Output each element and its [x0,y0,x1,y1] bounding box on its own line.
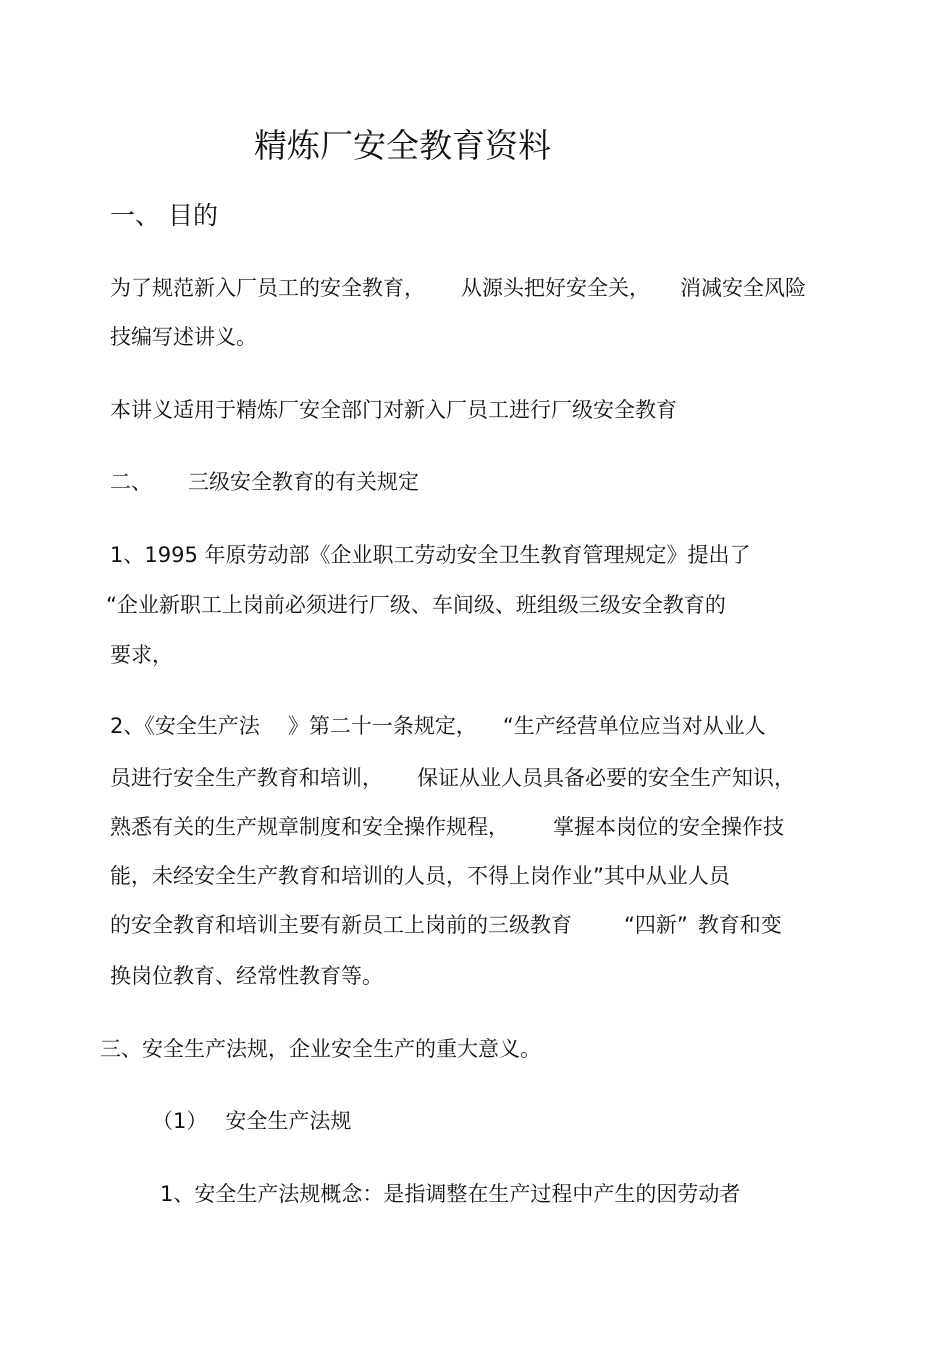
text-segment: “生产经营单位应当对从业人 [502,714,766,738]
text-segment: 的安全教育和培训主要有新员工上岗前的三级教育 [110,913,572,937]
paragraph-line [110,813,784,841]
paragraph-line [110,911,782,939]
text-segment: 员进行安全生产教育和培训， [110,766,383,790]
text-segment: 为了规范新入厂员工的安全教育， [110,276,425,300]
paragraph-line: “企业新职工上岗前必须进行厂级、车间级、班组级三级安全教育的 [106,593,726,617]
text-segment: 2、《安全生产法 [110,714,260,738]
paragraph-line: 要求， [110,643,173,667]
paragraph-line: 换岗位教育、经常性教育等。 [110,964,383,988]
paragraph-line: 1、1995 年原劳动部《企业职工劳动安全卫生教育管理规定》提出了 [110,543,751,567]
text-segment: 消减安全风险 [680,276,806,300]
section-3-heading: 三、安全生产法规，企业安全生产的重大意义。 [100,1037,541,1061]
text-segment: 教育和变 [697,913,782,937]
text-segment: 保证从业人员具备必要的安全生产知识， [417,766,795,790]
paragraph-line [110,274,806,302]
text-segment: 》第二十一条规定， [287,714,477,738]
section-2-heading [110,468,419,496]
section-title: 三级安全教育的有关规定 [188,470,419,494]
text-segment: 掌握本岗位的安全操作技 [553,815,784,839]
text-segment: 熟悉有关的生产规章制度和安全操作规程， [110,815,509,839]
paragraph-line [110,712,766,740]
text-segment: “四新” [624,913,688,937]
subsection-title: 安全生产法规 [225,1109,352,1133]
paragraph-line: 本讲义适用于精炼厂安全部门对新入厂员工进行厂级安全教育 [110,398,677,422]
paragraph-line: 1、安全生产法规概念：是指调整在生产过程中产生的因劳动者 [160,1182,741,1206]
document-title: 精炼厂安全教育资料 [254,126,551,165]
section-1-heading: 一、 目的 [110,201,218,230]
paragraph-line: 技编写述讲义。 [110,325,257,349]
subsection-heading [152,1107,351,1135]
section-number: 二、 [110,470,152,494]
paragraph-line [110,764,795,792]
paragraph-line: 能，未经安全生产教育和培训的人员，不得上岗作业”其中从业人员 [110,864,730,888]
subsection-number: （1） [152,1109,208,1133]
text-segment: 从源头把好安全关， [461,276,650,300]
